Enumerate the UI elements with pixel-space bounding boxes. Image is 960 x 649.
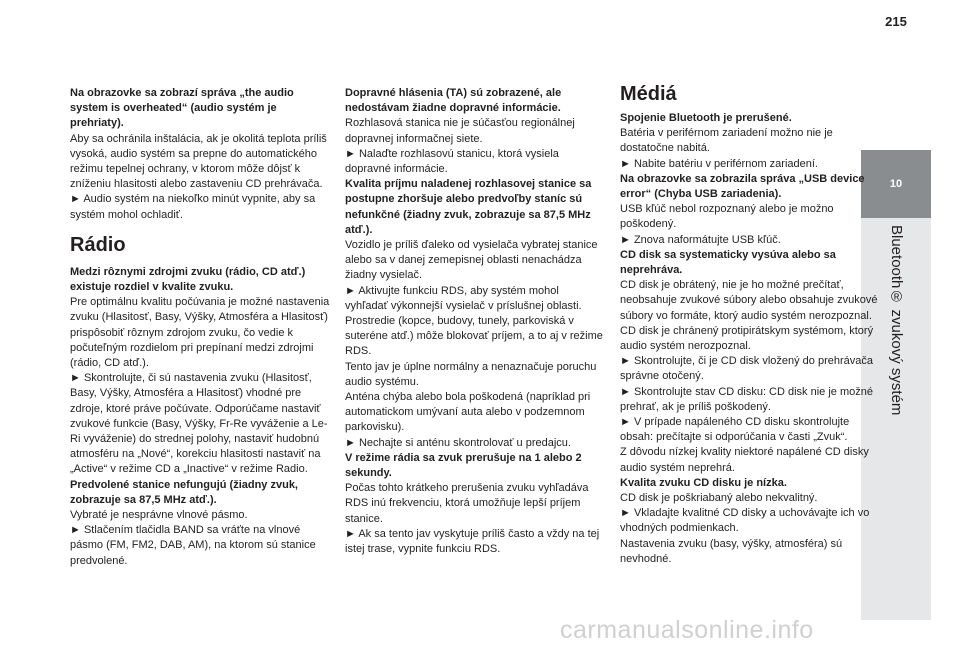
issue-action: ► Vkladajte kvalitné CD disky a uchovávajte ich vo vhodných podmienkach. <box>620 507 870 535</box>
issue-heading: Kvalita príjmu naladenej rozhlasovej stanice sa postupne zhoršuje alebo predvoľby staníc sú nefunkčné (žiadny zvuk, zobrazuje sa 87,5 MHz atď.). <box>345 178 592 236</box>
issue-text: CD disk je poškriabaný alebo nekvalitný. <box>620 492 818 505</box>
issue-text: USB kľúč nebol rozpoznaný alebo je možno poškodený. <box>620 203 834 231</box>
issue-heading: CD disk sa systematicky vysúva alebo sa neprehráva. <box>620 248 836 277</box>
issue-text: Z dôvodu nízkej kvality niektoré napálené CD disky audio systém neprehrá. <box>620 446 869 474</box>
issue-action: ► Nechajte si anténu skontrolovať u predajcu. <box>345 436 571 449</box>
issue-action: ► Audio systém na niekoľko minút vypnite, aby sa systém mohol ochladiť. <box>70 193 316 221</box>
section-heading-radio: Rádio <box>70 233 126 256</box>
issue-action: ► Nabite batériu v periférnom zariadení. <box>620 157 818 170</box>
chapter-title: Bluetooth® zvukový systém <box>888 225 905 416</box>
watermark: carmanualsonline.info <box>560 616 814 644</box>
issue-heading: V režime rádia sa zvuk prerušuje na 1 alebo 2 sekundy. <box>345 451 582 480</box>
issue-heading: Spojenie Bluetooth je prerušené. <box>620 112 792 124</box>
issue-text: Aby sa ochránila inštalácia, ak je okolitá teplota príliš vysoká, audio systém sa prepne do automatického režimu tepelnej ochrany, v ktorom môže dôjsť k zníženiu hlasitosti alebo zastaveniu CD prehrávača. <box>70 132 327 191</box>
column-3 <box>620 111 878 567</box>
column-2 <box>345 86 603 557</box>
issue-action: ► Ak sa tento jav vyskytuje príliš často a vždy na tej istej trase, vypnite funkciu RDS. <box>345 527 600 556</box>
issue-heading: Dopravné hlásenia (TA) sú zobrazené, ale nedostávam žiadne dopravné informácie. <box>345 87 562 115</box>
issue-text: Počas tohto krátkeho prerušenia zvuku vyhľadáva RDS inú frekvenciu, ktorá umožňuje lepší príjem stanice. <box>345 482 589 525</box>
issue-action: ► Skontrolujte, či je CD disk vložený do prehrávača správne otočený. <box>620 355 873 383</box>
issue-text: Tento jav je úplne normálny a nenaznačuje poruchu audio systému. <box>345 360 597 388</box>
issue-text: Rozhlasová stanica nie je súčasťou regionálnej dopravnej informačnej siete. <box>345 117 575 145</box>
issue-text: Nastavenia zvuku (basy, výšky, atmosféra) sú nevhodné. <box>620 537 843 565</box>
issue-action: ► Skontrolujte stav CD disku: CD disk nie je možné prehrať, ak je príliš poškodený. <box>620 385 873 413</box>
issue-action: ► V prípade napáleného CD disku skontrolujte obsah: prečítajte si odporúčania v časti „Zvuk“. <box>620 416 850 444</box>
issue-action: ► Skontrolujte, či sú nastavenia zvuku (Hlasitosť, Basy, Výšky, Atmosféra a Hlasitosť) vhodné pre zdroje, ktoré práve počúvate. Odporúčame nastaviť zvukové funkcie (Basy, Výšky, Fr-Re vyváženie a Le-Ri vyváženie) do strednej polohy, nastaviť hudobnú atmosféru na „Nové“, korekciu hlasitosti nastaviť na „Active“ v režime CD a „Inactive“ v režime Radio. <box>70 372 328 476</box>
issue-action: ► Aktivujte funkciu RDS, aby systém mohol vyhľadať výkonnejší vysielač v príslušnej oblasti. <box>345 284 582 312</box>
issue-action: ► Znova naformátujte USB kľúč. <box>620 233 781 246</box>
issue-heading: Kvalita zvuku CD disku je nízka. <box>620 476 787 489</box>
section-heading-media: Médiá <box>620 83 677 105</box>
issue-heading: Medzi rôznymi zdrojmi zvuku (rádio, CD atď.) existuje rozdiel v kvalite zvuku. <box>70 265 306 294</box>
issue-heading: Predvolené stanice nefungujú (žiadny zvuk, zobrazuje sa 87,5 MHz atď.). <box>70 478 298 506</box>
issue-text: Vybraté je nesprávne vlnové pásmo. <box>70 509 248 522</box>
issue-text: CD disk je chránený protipirátskym systémom, ktorý audio systém nerozpoznal. <box>620 324 874 353</box>
page-number: 215 <box>885 14 907 29</box>
issue-text: Vozidlo je príliš ďaleko od vysielača vybratej stanice alebo sa v danej zemepisnej oblasti nenachádza žiadny vysielač. <box>345 239 598 282</box>
issue-heading: Na obrazovke sa zobrazí správa „the audio system is overheated“ (audio systém je prehriaty). <box>70 87 294 130</box>
chapter-number-badge: 10 <box>861 150 931 218</box>
issue-text: CD disk je obrátený, nie je ho možné prečítať, neobsahuje zvukové súbory alebo obsahuje zvukové súbory vo formáte, ktorý audio systém nerozpoznal. <box>620 279 878 322</box>
issue-action: ► Nalaďte rozhlasovú stanicu, ktorá vysiela dopravné informácie. <box>345 147 559 176</box>
issue-text: Anténa chýba alebo bola poškodená (napríklad pri automatickom umývaní auta alebo v podzemnom parkovisku). <box>345 391 591 434</box>
issue-text: Batéria v periférnom zariadení možno nie je dostatočne nabitá. <box>620 127 833 155</box>
issue-action: ► Stlačením tlačidla BAND sa vráťte na vlnové pásmo (FM, FM2, DAB, AM), na ktorom sú stanice predvolené. <box>70 524 316 567</box>
issue-heading: Na obrazovke sa zobrazila správa „USB device error“ (Chyba USB zariadenia). <box>620 172 865 201</box>
column-1 <box>70 86 330 569</box>
issue-text: Prostredie (kopce, budovy, tunely, parkoviská v suteréne atď.) môže blokovať príjem, a to aj v režime RDS. <box>345 315 603 358</box>
issue-text: Pre optimálnu kvalitu počúvania je možné nastavenia zvuku (Hlasitosť, Basy, Výšky, Atmosféra a Hlasitosť) prispôsobiť rôznym zdrojom zvuku, čo vedie k počuteľným rozdielom pri prepínaní medzi zdrojmi (rádio, CD atď.). <box>70 296 330 370</box>
